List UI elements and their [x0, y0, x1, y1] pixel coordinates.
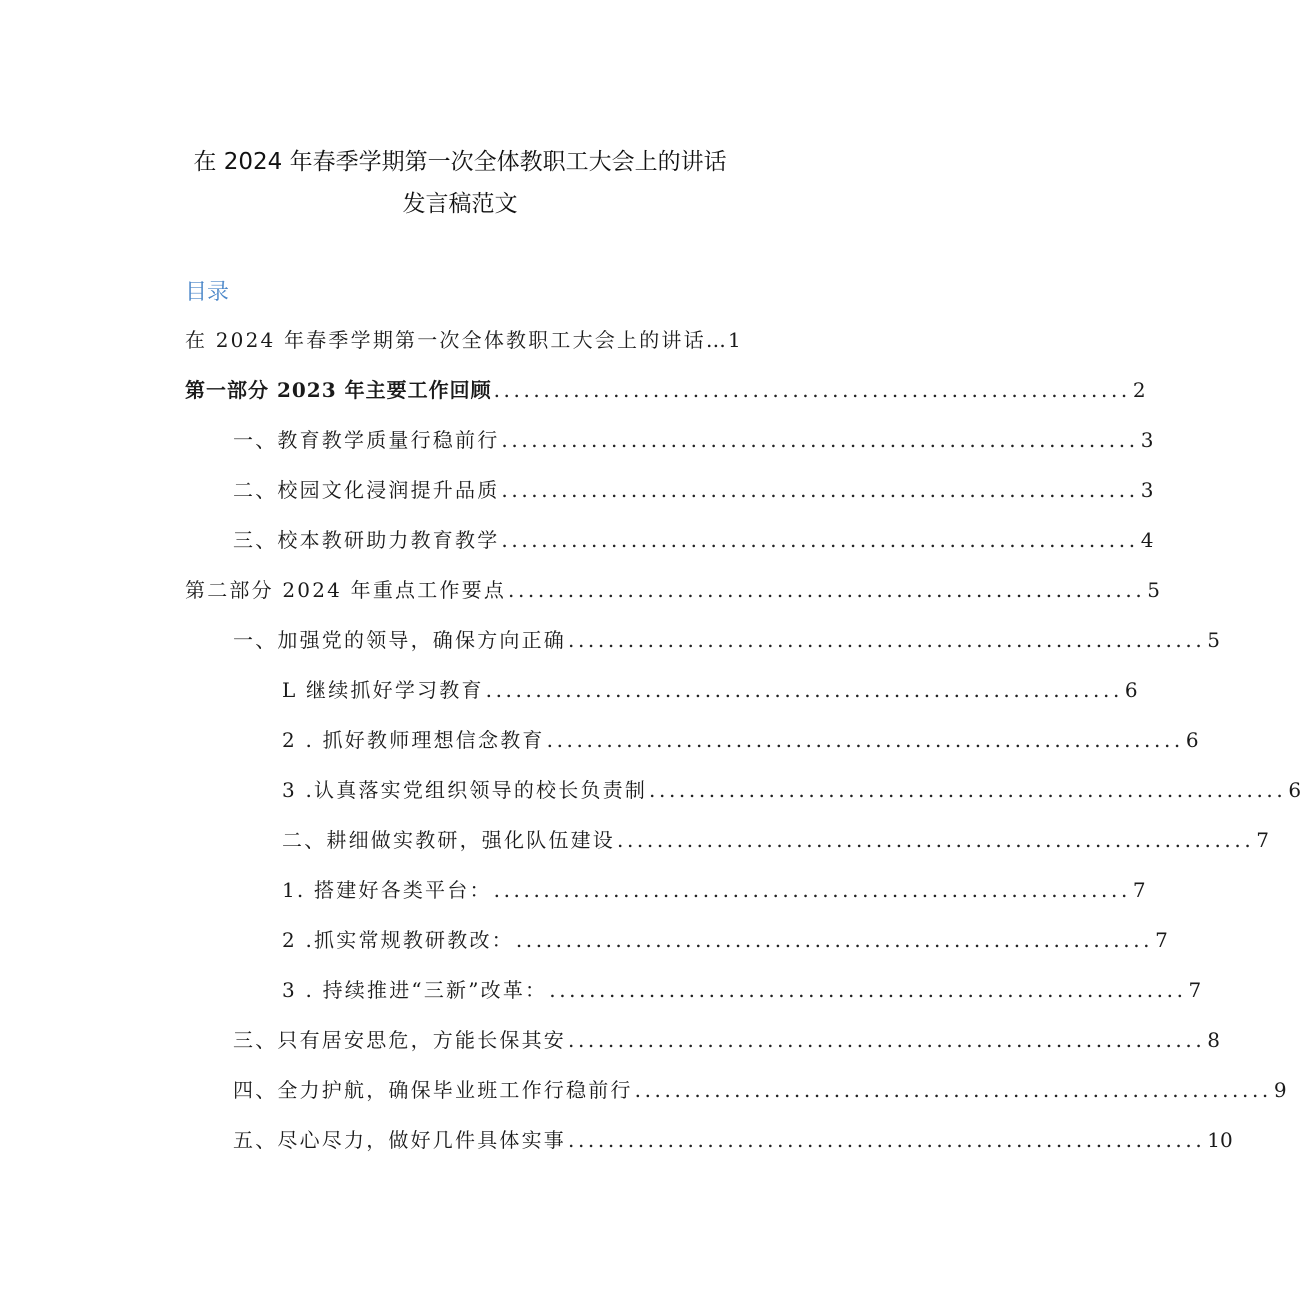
toc-entry[interactable]	[282, 875, 1146, 905]
dot-leader: ................................................................	[568, 1028, 1206, 1052]
toc-entry-text: 3 .认真落实党组织领导的校长负责制	[282, 778, 648, 802]
toc-entry-text: 一、教育教学质量行稳前行	[233, 428, 500, 452]
toc-entry[interactable]	[282, 925, 1168, 955]
toc-entry-text: 二、校园文化浸润提升品质	[233, 478, 500, 502]
dot-leader: ................................................................	[515, 928, 1154, 952]
toc-entry-text: 2 .抓实常规教研教改：	[282, 928, 514, 952]
toc-entry-text: 二、耕细做实教研，强化队伍建设	[282, 828, 615, 852]
toc-entry-text: 一、加强党的领导，确保方向正确	[233, 628, 566, 652]
document-title-line-1: 在 2024 年春季学期第一次全体教职工大会上的讲话	[193, 149, 727, 175]
dot-leader: ................................................................	[485, 678, 1123, 702]
dot-leader: ................................................................	[634, 1078, 1272, 1102]
toc-entry-page: 6	[1288, 778, 1301, 802]
document-title-line-2: 发言稿范文	[402, 191, 518, 217]
toc-entry[interactable]	[233, 475, 1154, 505]
toc-entry[interactable]	[233, 1075, 1287, 1105]
toc-entry-text: 第二部分 2024 年重点工作要点	[185, 578, 507, 602]
dot-leader: ................................................................	[546, 728, 1184, 752]
toc-entry-page: 6	[1124, 678, 1138, 702]
dot-leader: ................................................................	[549, 978, 1187, 1002]
dot-leader: ................................................................	[568, 628, 1206, 652]
toc-entry-text: 五、尽心尽力，做好几件具体实事	[233, 1128, 566, 1152]
toc-entry[interactable]	[282, 725, 1199, 755]
dot-leader: ................................................................	[501, 528, 1139, 552]
dot-leader: ................................................................	[501, 478, 1139, 502]
toc-entry-page: 10	[1207, 1128, 1233, 1152]
toc-entry[interactable]	[185, 575, 1161, 605]
toc-entry-page: 4	[1140, 528, 1154, 552]
toc-entry-page: 6	[1185, 728, 1199, 752]
toc-entry[interactable]	[282, 775, 1301, 805]
toc-entry[interactable]	[282, 675, 1138, 705]
toc-entry-page: 7	[1256, 828, 1270, 852]
dot-leader: ................................................................	[501, 428, 1139, 452]
toc-entry-text: 四、全力护航，确保毕业班工作行稳前行	[233, 1078, 633, 1102]
dot-leader: ................................................................	[649, 778, 1287, 802]
toc-entry-page: 7	[1188, 978, 1202, 1002]
toc-entry[interactable]	[282, 975, 1202, 1005]
toc-entry[interactable]	[233, 1025, 1221, 1055]
dot-leader: ................................................................	[493, 878, 1131, 902]
toc-entry-text: 2 . 抓好教师理想信念教育	[282, 728, 545, 752]
toc-entry[interactable]	[185, 325, 770, 355]
toc-entry-text: 第一部分 2023 年主要工作回顾	[185, 378, 492, 402]
dot-leader: ................................................................	[493, 378, 1131, 402]
dot-leader: ................................................................	[568, 1128, 1206, 1152]
toc-entry-page: 3	[1140, 478, 1154, 502]
toc-entry[interactable]	[233, 1125, 1233, 1155]
toc-entry-text: 3 . 持续推进“三新”改革：	[282, 978, 548, 1002]
toc-entry-page: 8	[1207, 1028, 1221, 1052]
toc-entry-page: 1	[728, 328, 741, 352]
toc-entry-text: 三、只有居安思危，方能长保其安	[233, 1028, 566, 1052]
toc-entry-page: 5	[1147, 578, 1161, 602]
toc-heading: 目录	[185, 280, 230, 305]
toc-entry-page: 7	[1132, 878, 1146, 902]
toc-entry-page: 5	[1207, 628, 1221, 652]
toc-entry[interactable]	[233, 625, 1221, 655]
toc-entry-page: 2	[1132, 378, 1146, 402]
toc-entry-text: 1. 搭建好各类平台：	[282, 878, 492, 902]
toc-entry-text: 三、校本教研助力教育教学	[233, 528, 500, 552]
toc-entry-page: 7	[1155, 928, 1168, 952]
toc-entry[interactable]	[185, 375, 1146, 405]
toc-entry-text: L 继续抓好学习教育	[282, 678, 484, 702]
dot-leader: ................................................................	[508, 578, 1146, 602]
toc-entry[interactable]	[282, 825, 1270, 855]
toc-entry-page: 9	[1273, 1078, 1287, 1102]
toc-entry[interactable]	[233, 425, 1154, 455]
dot-leader: ................................................................	[617, 828, 1255, 852]
toc-entry-text: 在 2024 年春季学期第一次全体教职工大会上的讲话…	[185, 328, 729, 352]
toc-entry-page: 3	[1140, 428, 1154, 452]
toc-entry[interactable]	[233, 525, 1154, 555]
